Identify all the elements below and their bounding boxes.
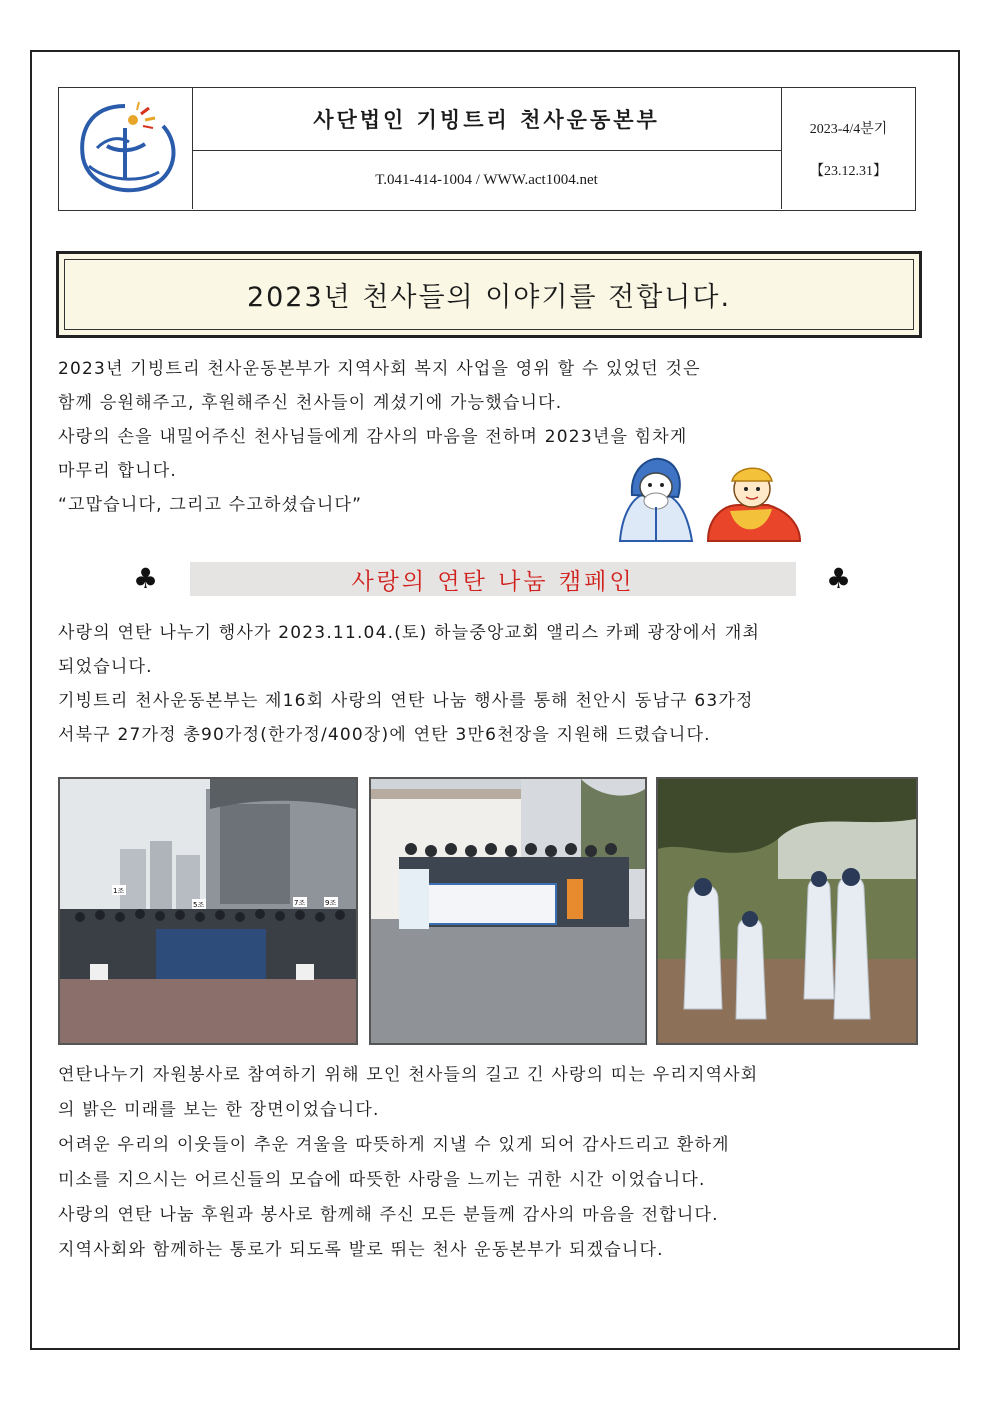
closing-line: 연탄나누기 자원봉사로 참여하기 위해 모인 천사들의 길고 긴 사랑의 띠는 우리지역사회 [58, 1065, 759, 1085]
issue-info [782, 88, 915, 209]
club-suit-icon: ♣ [826, 562, 852, 595]
closing-line: 미소를 지으시는 어르신들의 모습에 따뜻한 사랑을 느끼는 귀한 시간 이었습니다. [58, 1170, 706, 1190]
banner-title: 2023년 천사들의 이야기를 전합니다. [246, 282, 732, 313]
contact-info: T.041-414-1004 / WWW.act1004.net [375, 171, 598, 188]
intro-line: 함께 응원해주고, 후원해주신 천사들이 계셨기에 가능했습니다. [58, 393, 563, 413]
intro-line: “고맙습니다, 그리고 수고하셨습니다” [58, 495, 363, 515]
campaign-heading [190, 562, 796, 596]
event-line: 사랑의 연탄 나누기 행사가 2023.11.04.(토) 하늘중앙교회 앨리스 카페 광장에서 개최 [58, 623, 761, 643]
event-line: 되었습니다. [58, 657, 153, 677]
group-sign-label: 5조 [193, 901, 205, 909]
contact-cell [192, 151, 782, 209]
logo [59, 88, 193, 209]
event-line: 기빙트리 천사운동본부는 제16회 사랑의 연탄 나눔 행사를 통해 천안시 동남구 63가정 [58, 691, 754, 711]
event-line: 서북구 27가정 총90가정(한가정/400장)에 연탄 3만6천장을 지원해 드렸습니다. [58, 725, 711, 745]
issue-date: 【23.12.31】 [810, 163, 887, 179]
event-paragraph [58, 616, 928, 752]
group-sign-label: 1조 [113, 887, 125, 895]
angel-mascots-illustration [612, 455, 802, 547]
intro-line: 사랑의 손을 내밀어주신 천사님들에게 감사의 마음을 전하며 2023년을 힘차게 [58, 427, 688, 447]
closing-paragraph [58, 1058, 928, 1268]
org-name: 사단법인 기빙트리 천사운동본부 [313, 108, 660, 132]
intro-line: 2023년 기빙트리 천사운동본부가 지역사회 복지 사업을 영위 할 수 있었던 것은 [58, 359, 701, 379]
group-sign-label: 9조 [325, 899, 337, 907]
org-name-cell [192, 88, 782, 151]
closing-line: 의 밝은 미래를 보는 한 장면이었습니다. [58, 1100, 380, 1120]
header-table [58, 87, 916, 211]
closing-line: 사랑의 연탄 나눔 후원과 봉사로 함께해 주신 모든 분들께 감사의 마음을 전합니다. [58, 1205, 719, 1225]
closing-line: 어려운 우리의 이웃들이 추운 겨울을 따뜻하게 지낼 수 있게 되어 감사드리고 환하게 [58, 1135, 730, 1155]
event-photo-crowd [58, 777, 358, 1045]
campaign-title: 사랑의 연탄 나눔 캠페인 [351, 568, 635, 595]
event-photo-volunteers [656, 777, 918, 1045]
closing-line: 지역사회와 함께하는 통로가 되도록 발로 뛰는 천사 운동본부가 되겠습니다. [58, 1240, 664, 1260]
title-banner [56, 251, 922, 338]
group-sign-label: 7조 [294, 899, 306, 907]
quarter-label: 2023-4/4분기 [809, 121, 888, 137]
title-banner-inner [64, 259, 914, 330]
angel-logo-icon [59, 88, 192, 209]
club-suit-icon: ♣ [133, 562, 159, 595]
event-photo-group [369, 777, 647, 1045]
intro-line: 마무리 합니다. [58, 461, 177, 481]
